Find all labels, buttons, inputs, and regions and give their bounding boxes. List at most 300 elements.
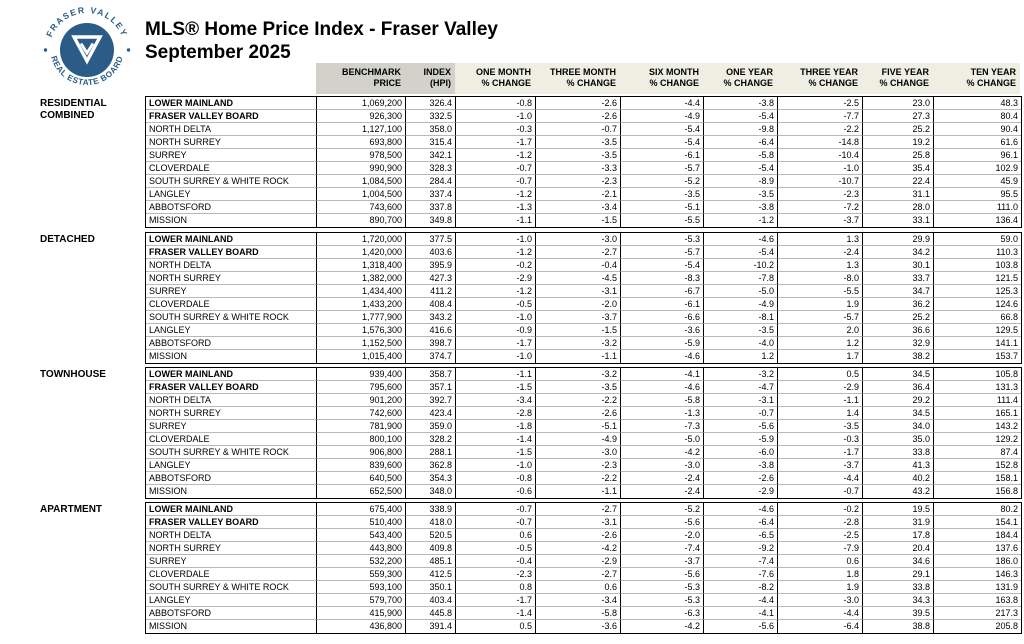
three-year-value-cell: 1.2	[778, 337, 863, 350]
one-month-value-cell: -1.0	[456, 311, 536, 324]
one-year-value-cell: -7.6	[704, 568, 778, 581]
index-hpi-value-cell: 337.8	[406, 201, 456, 214]
community-name-cell: CLOVERDALE	[146, 162, 317, 175]
benchmark-price-value-cell: 1,318,400	[317, 259, 406, 272]
benchmark-price-value-cell: 839,600	[317, 459, 406, 472]
three-year-value-cell: -1.0	[778, 162, 863, 175]
one-year-value-cell: -5.0	[704, 285, 778, 298]
column-header-line2: % CHANGE	[566, 78, 616, 88]
column-header-line1: SIX MONTH	[648, 67, 699, 77]
column-header-line1: BENCHMARK	[342, 67, 401, 77]
index-hpi-value-cell: 338.9	[406, 503, 456, 516]
index-hpi-value-cell: 358.0	[406, 123, 456, 136]
six-month-value-cell: -5.7	[621, 162, 704, 175]
one-month-value-cell: -0.4	[456, 555, 536, 568]
one-month-value-cell: -1.4	[456, 607, 536, 620]
one-year-value-cell: -5.6	[704, 420, 778, 433]
column-header-line2: % CHANGE	[723, 78, 773, 88]
six-month-value-cell: -5.6	[621, 516, 704, 529]
five-year-value-cell: 36.2	[863, 298, 934, 311]
index-hpi-value-cell: 411.2	[406, 285, 456, 298]
ten-year-value-cell: 96.1	[934, 149, 1021, 162]
column-header-line2: PRICE	[373, 78, 401, 88]
six-month-value-cell: -5.7	[621, 246, 704, 259]
community-name-cell: LANGLEY	[146, 594, 317, 607]
column-header-five-year	[862, 63, 933, 94]
five-year-value-cell: 31.9	[863, 516, 934, 529]
community-name-cell: MISSION	[146, 350, 317, 363]
three-month-value-cell: -3.5	[536, 381, 621, 394]
logo-right-dot	[127, 48, 130, 51]
ten-year-value-cell: 158.1	[934, 472, 1021, 485]
one-month-value-cell: -0.7	[456, 516, 536, 529]
six-month-value-cell: -4.2	[621, 620, 704, 633]
ten-year-value-cell: 125.3	[934, 285, 1021, 298]
index-hpi-value-cell: 328.3	[406, 162, 456, 175]
six-month-value-cell: -6.3	[621, 607, 704, 620]
five-year-value-cell: 34.3	[863, 594, 934, 607]
five-year-value-cell: 29.9	[863, 233, 934, 246]
logo-bottom-text: REAL ESTATE BOARD	[49, 54, 125, 88]
six-month-value-cell: -4.2	[621, 446, 704, 459]
three-month-value-cell: -3.6	[536, 620, 621, 633]
six-month-value-cell: -2.4	[621, 485, 704, 498]
six-month-value-cell: -5.0	[621, 433, 704, 446]
column-header-spacer	[145, 63, 316, 94]
three-month-value-cell: -2.6	[536, 407, 621, 420]
column-header-line1: ONE YEAR	[726, 67, 773, 77]
community-name-cell: CLOVERDALE	[146, 298, 317, 311]
three-year-value-cell: 1.7	[778, 350, 863, 363]
section-label-detached: DETACHED	[40, 234, 95, 245]
community-name-cell: NORTH DELTA	[146, 394, 317, 407]
column-header-row	[145, 63, 1020, 94]
community-name-cell: NORTH DELTA	[146, 123, 317, 136]
one-year-value-cell: -9.8	[704, 123, 778, 136]
column-header-three-year	[777, 63, 862, 94]
six-month-value-cell: -3.0	[621, 459, 704, 472]
index-hpi-value-cell: 358.7	[406, 368, 456, 381]
index-hpi-value-cell: 408.4	[406, 298, 456, 311]
index-hpi-value-cell: 354.3	[406, 472, 456, 485]
five-year-value-cell: 35.0	[863, 433, 934, 446]
one-year-value-cell: -6.0	[704, 446, 778, 459]
one-year-value-cell: -2.9	[704, 485, 778, 498]
index-hpi-value-cell: 343.2	[406, 311, 456, 324]
five-year-value-cell: 43.2	[863, 485, 934, 498]
index-hpi-value-cell: 342.1	[406, 149, 456, 162]
one-month-value-cell: -1.0	[456, 233, 536, 246]
column-header-line2: (HPI)	[430, 78, 451, 88]
benchmark-price-value-cell: 1,069,200	[317, 97, 406, 110]
five-year-value-cell: 17.8	[863, 529, 934, 542]
benchmark-price-value-cell: 436,800	[317, 620, 406, 633]
three-month-value-cell: -3.1	[536, 285, 621, 298]
community-name-cell: LOWER MAINLAND	[146, 503, 317, 516]
six-month-value-cell: -5.3	[621, 233, 704, 246]
three-year-value-cell: -1.7	[778, 446, 863, 459]
benchmark-price-value-cell: 640,500	[317, 472, 406, 485]
benchmark-price-value-cell: 742,600	[317, 407, 406, 420]
index-hpi-value-cell: 349.8	[406, 214, 456, 227]
benchmark-price-value-cell: 800,100	[317, 433, 406, 446]
three-month-value-cell: 0.6	[536, 581, 621, 594]
one-month-value-cell: 0.5	[456, 620, 536, 633]
five-year-value-cell: 40.2	[863, 472, 934, 485]
three-month-value-cell: -3.0	[536, 233, 621, 246]
index-hpi-value-cell: 288.1	[406, 446, 456, 459]
column-header-three-month	[535, 63, 620, 94]
three-month-value-cell: -2.3	[536, 459, 621, 472]
six-month-value-cell: -7.4	[621, 542, 704, 555]
one-year-value-cell: -8.1	[704, 311, 778, 324]
five-year-value-cell: 22.4	[863, 175, 934, 188]
benchmark-price-value-cell: 675,400	[317, 503, 406, 516]
three-year-value-cell: -6.4	[778, 620, 863, 633]
one-year-value-cell: -6.4	[704, 136, 778, 149]
three-year-value-cell: -5.5	[778, 285, 863, 298]
column-header-index-hpi	[405, 63, 455, 94]
six-month-value-cell: -5.6	[621, 568, 704, 581]
column-header-line1: INDEX	[423, 67, 451, 77]
community-name-cell: LANGLEY	[146, 324, 317, 337]
five-year-value-cell: 23.0	[863, 97, 934, 110]
community-name-cell: CLOVERDALE	[146, 433, 317, 446]
ten-year-value-cell: 152.8	[934, 459, 1021, 472]
five-year-value-cell: 29.1	[863, 568, 934, 581]
ten-year-value-cell: 165.1	[934, 407, 1021, 420]
index-hpi-value-cell: 315.4	[406, 136, 456, 149]
community-name-cell: LANGLEY	[146, 188, 317, 201]
five-year-value-cell: 30.1	[863, 259, 934, 272]
ten-year-value-cell: 61.6	[934, 136, 1021, 149]
community-name-cell: LOWER MAINLAND	[146, 368, 317, 381]
six-month-value-cell: -4.6	[621, 350, 704, 363]
three-month-value-cell: -2.7	[536, 568, 621, 581]
index-hpi-value-cell: 398.7	[406, 337, 456, 350]
three-year-value-cell: -4.4	[778, 607, 863, 620]
community-name-cell: ABBOTSFORD	[146, 337, 317, 350]
five-year-value-cell: 33.8	[863, 446, 934, 459]
benchmark-price-value-cell: 579,700	[317, 594, 406, 607]
three-month-value-cell: -2.0	[536, 298, 621, 311]
benchmark-price-value-cell: 693,800	[317, 136, 406, 149]
three-month-value-cell: -2.6	[536, 529, 621, 542]
one-year-value-cell: -5.4	[704, 110, 778, 123]
community-name-cell: NORTH SURREY	[146, 542, 317, 555]
one-year-value-cell: -4.6	[704, 233, 778, 246]
ten-year-value-cell: 129.2	[934, 433, 1021, 446]
six-month-value-cell: -5.4	[621, 259, 704, 272]
logo-top-text: FRASER VALLEY	[44, 5, 130, 39]
three-year-value-cell: -4.4	[778, 472, 863, 485]
benchmark-price-value-cell: 1,420,000	[317, 246, 406, 259]
benchmark-price-value-cell: 781,900	[317, 420, 406, 433]
index-hpi-value-cell: 403.4	[406, 594, 456, 607]
ten-year-value-cell: 156.8	[995, 486, 1018, 496]
benchmark-price-value-cell: 743,600	[317, 201, 406, 214]
three-year-value-cell: -8.0	[778, 272, 863, 285]
three-month-value-cell: -3.4	[536, 594, 621, 607]
one-year-value-cell: -2.6	[704, 472, 778, 485]
three-year-value-cell: -2.5	[778, 529, 863, 542]
five-year-value-cell: 39.5	[863, 607, 934, 620]
one-year-value-cell: -3.5	[704, 188, 778, 201]
column-header-benchmark-price	[316, 63, 405, 94]
community-name-cell: FRASER VALLEY BOARD	[146, 110, 317, 123]
one-year-value-cell: -3.2	[704, 368, 778, 381]
index-hpi-value-cell: 350.1	[406, 581, 456, 594]
ten-year-value-cell: 186.0	[934, 555, 1021, 568]
benchmark-price-value-cell: 939,400	[317, 368, 406, 381]
community-name-cell: FRASER VALLEY BOARD	[146, 246, 317, 259]
three-year-value-cell: -2.8	[778, 516, 863, 529]
ten-year-value-cell: 80.2	[934, 503, 1021, 516]
community-name-cell: SURREY	[146, 420, 317, 433]
index-hpi-value-cell: 416.6	[406, 324, 456, 337]
ten-year-value-cell: 217.3	[934, 607, 1021, 620]
three-month-value-cell: -2.1	[536, 188, 621, 201]
one-year-value-cell: -3.5	[704, 324, 778, 337]
benchmark-price-value-cell: 1,720,000	[317, 233, 406, 246]
one-year-value-cell: -1.2	[704, 214, 778, 227]
benchmark-price-value-cell: 593,100	[317, 581, 406, 594]
ten-year-value-cell: 95.5	[934, 188, 1021, 201]
five-year-value-cell: 41.3	[863, 459, 934, 472]
six-month-value-cell: -5.9	[621, 337, 704, 350]
five-year-value-cell: 25.2	[863, 123, 934, 136]
one-year-value-cell: -6.5	[704, 529, 778, 542]
three-year-value-cell: -3.5	[778, 420, 863, 433]
index-hpi-value-cell: 520.5	[406, 529, 456, 542]
community-name-cell: ABBOTSFORD	[146, 472, 317, 485]
three-month-value-cell: -2.7	[536, 246, 621, 259]
one-year-value-cell: -5.4	[704, 162, 778, 175]
one-month-value-cell: -2.9	[456, 272, 536, 285]
column-header-line2: % CHANGE	[966, 78, 1016, 88]
community-name-cell: SOUTH SURREY & WHITE ROCK	[146, 311, 317, 324]
five-year-value-cell: 38.2	[863, 350, 934, 363]
community-name-cell: NORTH SURREY	[146, 272, 317, 285]
six-month-value-cell: -3.6	[621, 324, 704, 337]
one-month-value-cell: -1.0	[456, 110, 536, 123]
three-month-value-cell: -1.5	[536, 214, 621, 227]
six-month-value-cell: -5.1	[621, 201, 704, 214]
ten-year-value-cell: 131.9	[934, 581, 1021, 594]
three-year-value-cell: -7.9	[778, 542, 863, 555]
section-block	[145, 96, 1022, 228]
column-header-line2: % CHANGE	[481, 78, 531, 88]
one-month-value-cell: -0.7	[456, 503, 536, 516]
report-month: September 2025	[145, 42, 291, 63]
six-month-value-cell: -5.3	[621, 594, 704, 607]
six-month-value-cell: -5.4	[621, 136, 704, 149]
benchmark-price-value-cell: 890,700	[317, 214, 406, 227]
one-year-value-cell: -4.7	[704, 381, 778, 394]
five-year-value-cell: 25.8	[863, 149, 934, 162]
benchmark-price-value-cell: 906,800	[317, 446, 406, 459]
index-hpi-value-cell: 445.8	[406, 607, 456, 620]
one-year-value-cell: -3.8	[704, 97, 778, 110]
ten-year-value-cell: 205.8	[995, 621, 1018, 631]
three-month-value-cell: -3.4	[536, 201, 621, 214]
five-year-value-cell: 38.8	[863, 620, 934, 633]
five-year-value-cell: 34.5	[863, 368, 934, 381]
three-month-value-cell: -2.7	[536, 503, 621, 516]
three-month-value-cell: -1.5	[536, 324, 621, 337]
ten-year-value-cell: 90.4	[934, 123, 1021, 136]
six-month-value-cell: -3.7	[621, 555, 704, 568]
six-month-value-cell: -4.9	[621, 110, 704, 123]
section-label-apartment: APARTMENT	[40, 504, 103, 515]
benchmark-price-value-cell: 1,152,500	[317, 337, 406, 350]
community-name-cell: SOUTH SURREY & WHITE ROCK	[146, 581, 317, 594]
community-name-cell: NORTH SURREY	[146, 407, 317, 420]
five-year-value-cell: 32.9	[863, 337, 934, 350]
one-year-value-cell: -7.4	[704, 555, 778, 568]
index-hpi-value-cell: 423.4	[406, 407, 456, 420]
three-month-value-cell: -4.9	[536, 433, 621, 446]
section-label-townhouse: TOWNHOUSE	[40, 369, 106, 380]
community-name-cell: CLOVERDALE	[146, 568, 317, 581]
three-year-value-cell: -14.8	[778, 136, 863, 149]
benchmark-price-value-cell: 652,500	[317, 485, 406, 498]
benchmark-price-value-cell: 1,004,500	[317, 188, 406, 201]
one-month-value-cell: -0.5	[456, 542, 536, 555]
three-month-value-cell: -3.7	[536, 311, 621, 324]
ten-year-value-cell: 111.0	[934, 201, 1021, 214]
community-name-cell: NORTH DELTA	[146, 259, 317, 272]
five-year-value-cell: 34.6	[863, 555, 934, 568]
community-name-cell: LOWER MAINLAND	[146, 97, 317, 110]
ten-year-value-cell: 163.8	[934, 594, 1021, 607]
six-month-value-cell: -2.4	[621, 472, 704, 485]
index-hpi-value-cell: 374.7	[406, 350, 456, 363]
six-month-value-cell: -5.8	[621, 394, 704, 407]
three-year-value-cell: -0.3	[778, 433, 863, 446]
three-month-value-cell: -2.3	[536, 175, 621, 188]
community-name-cell: ABBOTSFORD	[146, 201, 317, 214]
three-year-value-cell: 1.3	[778, 233, 863, 246]
six-month-value-cell: -6.6	[621, 311, 704, 324]
one-year-value-cell: -5.8	[704, 149, 778, 162]
one-year-value-cell: -5.6	[704, 620, 778, 633]
one-month-value-cell: -1.3	[456, 201, 536, 214]
section-block	[145, 232, 1022, 364]
community-name-cell: FRASER VALLEY BOARD	[146, 381, 317, 394]
one-year-value-cell: -3.8	[704, 459, 778, 472]
benchmark-price-value-cell: 532,200	[317, 555, 406, 568]
three-month-value-cell: -2.6	[536, 97, 621, 110]
benchmark-price-value-cell: 1,127,100	[317, 123, 406, 136]
ten-year-value-cell: 80.4	[934, 110, 1021, 123]
benchmark-price-value-cell: 415,900	[317, 607, 406, 620]
one-year-value-cell: -8.9	[704, 175, 778, 188]
five-year-value-cell: 35.4	[863, 162, 934, 175]
community-name-cell: ABBOTSFORD	[146, 607, 317, 620]
six-month-value-cell: -5.2	[621, 503, 704, 516]
benchmark-price-value-cell: 510,400	[317, 516, 406, 529]
three-year-value-cell: -5.7	[778, 311, 863, 324]
five-year-value-cell: 27.3	[863, 110, 934, 123]
one-month-value-cell: -1.2	[456, 188, 536, 201]
three-month-value-cell: -3.2	[536, 337, 621, 350]
column-header-line2: % CHANGE	[879, 78, 929, 88]
benchmark-price-value-cell: 1,434,400	[317, 285, 406, 298]
three-month-value-cell: -3.1	[536, 516, 621, 529]
three-year-value-cell: 1.3	[778, 259, 863, 272]
benchmark-price-value-cell: 1,576,300	[317, 324, 406, 337]
ten-year-value-cell: 184.4	[934, 529, 1021, 542]
one-month-value-cell: 0.6	[456, 529, 536, 542]
index-hpi-value-cell: 348.0	[406, 485, 456, 498]
one-month-value-cell: -1.7	[456, 594, 536, 607]
three-month-value-cell: -3.5	[536, 149, 621, 162]
one-year-value-cell: -3.8	[704, 201, 778, 214]
community-name-cell: SURREY	[146, 555, 317, 568]
five-year-value-cell: 19.2	[863, 136, 934, 149]
logo-left-dot	[44, 48, 47, 51]
index-hpi-value-cell: 328.2	[406, 433, 456, 446]
ten-year-value-cell: 143.2	[934, 420, 1021, 433]
one-year-value-cell: -7.8	[704, 272, 778, 285]
three-month-value-cell: -2.2	[536, 394, 621, 407]
one-month-value-cell: -1.0	[456, 350, 536, 363]
three-month-value-cell: -3.0	[536, 446, 621, 459]
three-month-value-cell: -3.2	[536, 368, 621, 381]
index-hpi-value-cell: 409.8	[406, 542, 456, 555]
ten-year-value-cell: 111.4	[934, 394, 1021, 407]
three-year-value-cell: 1.4	[778, 407, 863, 420]
one-month-value-cell: -0.6	[456, 485, 536, 498]
five-year-value-cell: 34.5	[863, 407, 934, 420]
page-title: MLS® Home Price Index - Fraser Valley	[145, 19, 498, 40]
ten-year-value-cell: 103.8	[934, 259, 1021, 272]
benchmark-price-value-cell: 901,200	[317, 394, 406, 407]
column-header-line1: THREE MONTH	[550, 67, 616, 77]
one-month-value-cell: -0.8	[456, 472, 536, 485]
five-year-value-cell: 31.1	[863, 188, 934, 201]
six-month-value-cell: -8.3	[621, 272, 704, 285]
three-month-value-cell: -5.8	[536, 607, 621, 620]
ten-year-value-cell: 66.8	[934, 311, 1021, 324]
five-year-value-cell: 34.7	[863, 285, 934, 298]
six-month-value-cell: -6.7	[621, 285, 704, 298]
three-year-value-cell: -7.7	[778, 110, 863, 123]
one-month-value-cell: -1.5	[456, 446, 536, 459]
five-year-value-cell: 33.1	[863, 214, 934, 227]
six-month-value-cell: -4.1	[621, 368, 704, 381]
five-year-value-cell: 36.4	[863, 381, 934, 394]
benchmark-price-value-cell: 990,900	[317, 162, 406, 175]
three-month-value-cell: -3.3	[536, 162, 621, 175]
three-month-value-cell: -1.1	[536, 485, 621, 498]
one-year-value-cell: -4.4	[704, 594, 778, 607]
ten-year-value-cell: 154.1	[934, 516, 1021, 529]
index-hpi-value-cell: 332.5	[406, 110, 456, 123]
one-month-value-cell: -1.8	[456, 420, 536, 433]
benchmark-price-value-cell: 1,015,400	[317, 350, 406, 363]
three-year-value-cell: 0.5	[778, 368, 863, 381]
column-header-line1: ONE MONTH	[476, 67, 531, 77]
three-month-value-cell: -2.6	[536, 110, 621, 123]
three-year-value-cell: -3.0	[778, 594, 863, 607]
three-year-value-cell: -2.9	[778, 381, 863, 394]
ten-year-value-cell: 110.3	[934, 246, 1021, 259]
one-month-value-cell: -1.2	[456, 246, 536, 259]
one-month-value-cell: -0.7	[456, 162, 536, 175]
index-hpi-value-cell: 395.9	[406, 259, 456, 272]
